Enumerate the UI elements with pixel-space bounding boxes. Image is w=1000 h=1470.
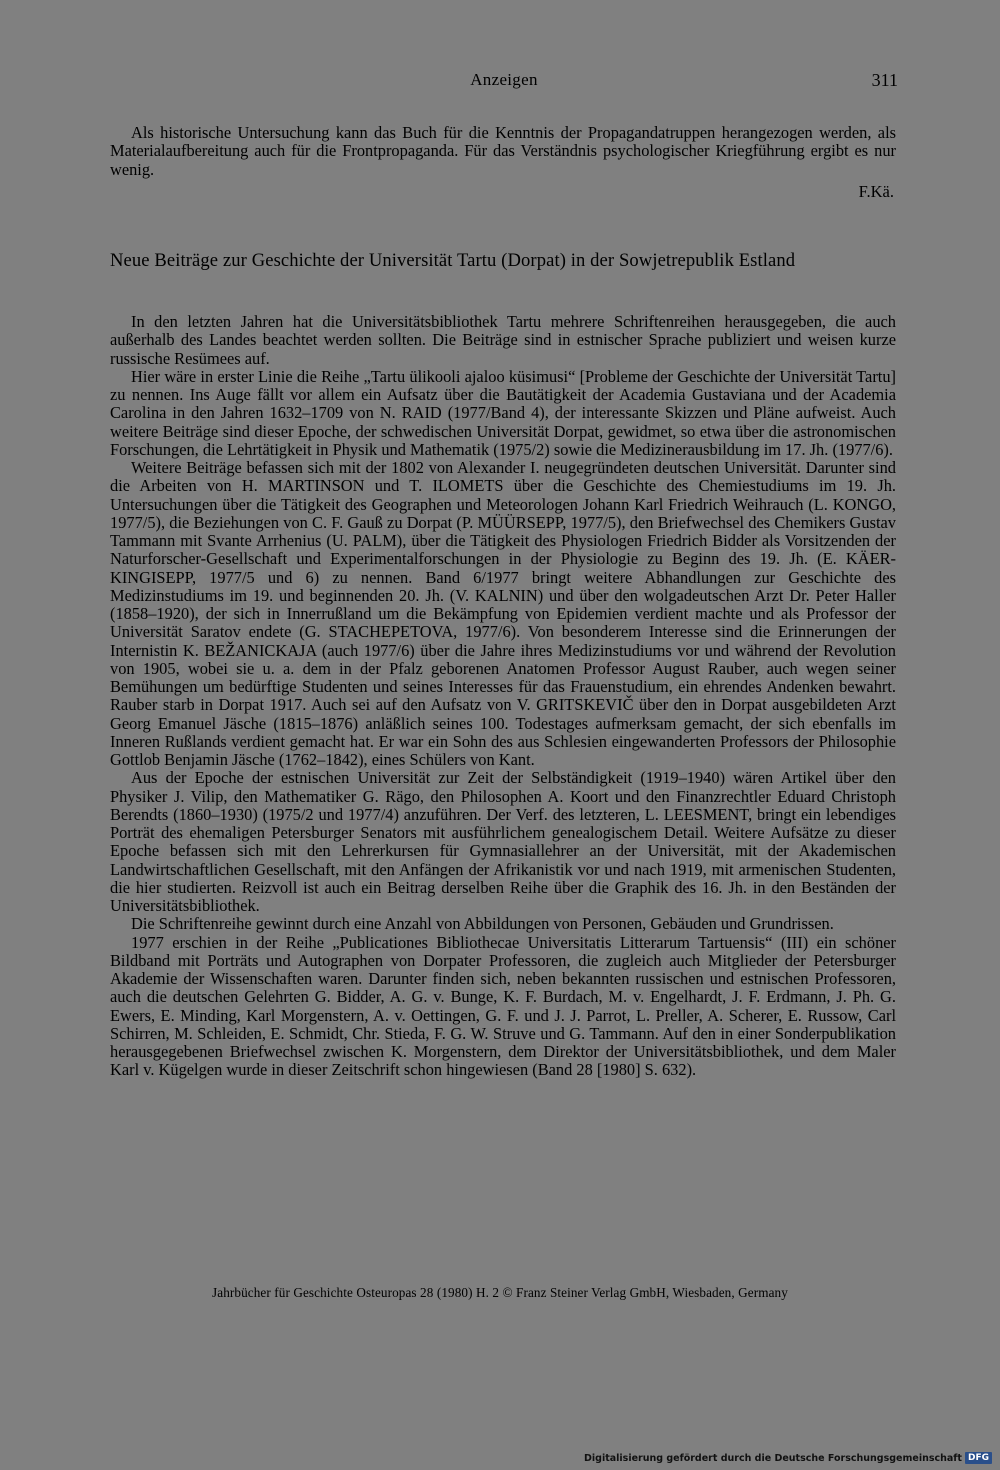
previous-review-text [110,124,896,179]
article-paragraph: Aus der Epoche der estnischen Universität zur Zeit der Selbständigkeit (1919–1940) wären Artikel über den Physiker J. Vilip, den Mathematiker G. Rägo, den Philosophen A. Koort und den Finanzrechtler Eduard Christoph Berendts (1860–1930) (1975/2 und 1977/4) anzuführen. Der Verf. des letzteren, L. LEESMENT, bringt ein lebendiges Porträt des ehemaligen Petersburger Senators mit ausführlichem genealogischem Detail. Weitere Aufsätze zu dieser Epoche befassen sich mit den Lehrerkursen für Gymnasiallehrer an der Universität, mit der Akademischen Landwirtschaftlichen Gesellschaft, mit den Anfängen der Afrikanistik vor und nach 1919, mit armenischen Studenten, die hier studierten. Reizvoll ist auch ein Beitrag derselben Reihe über die Graphik des 16. Jh. in den Beständen der Universitätsbibliothek. [110,768,896,915]
review-signature: F.Kä. [858,182,894,201]
page-number: 311 [871,70,898,90]
article-paragraph: In den letzten Jahren hat die Universitätsbibliothek Tartu mehrere Schriftenreihen herausgegeben, die auch außerhalb des Landes beachtet werden sollten. Die Beiträge sind in estnischer Sprache publiziert und weisen kurze russische Resümees auf. [110,312,896,368]
article-paragraph: Weitere Beiträge befassen sich mit der 1802 von Alexander I. neugegründeten deutschen Universität. Darunter sind die Arbeiten von H. MARTINSON und T. ILOMETS über die Geschichte des Chemiestudiums im 19. Jh. Untersuchungen über die Tätigkeit des Geographen und Meteorologen Johann Karl Friedrich Weihrauch (L. KONGO, 1977/5), die Beziehungen von C. F. Gauß zu Dorpat (P. MÜÜRSEPP, 1977/5), den Briefwechsel des Chemikers Gustav Tammann mit Svante Arrhenius (U. PALM), über die Tätigkeit des Physiologen Friedrich Bidder als Vorsitzenden der Naturforscher-Gesellschaft und Experimentalforschungen in der Physiologie zu Beginn des 19. Jh. (E. KÄER-KINGISEPP, 1977/5 und 6) zu nennen. Band 6/1977 bringt weitere Abhandlungen zur Geschichte des Medizinstudiums im 19. und beginnenden 20. Jh. (V. KALNIN) und über den wolgadeutschen Arzt Dr. Peter Haller (1858–1920), der sich in Innerrußland um die Bekämpfung von Epidemien verdient machte und als Professor der Universität Saratov endete (G. STACHEPETOVA, 1977/6). Von besonderem Interesse sind die Erinnerungen der Internistin K. BEŽANICKAJA (auch 1977/6) über die Jahre ihres Medizinstudiums vor und während der Revolution von 1905, wobei sie u. a. dem in der Pfalz geborenen Anatomen Professor August Rauber, auch wegen seiner Bemühungen um bedürftige Studenten und seines Interesses für das Frauenstudium, ein ehrendes Andenken bewahrt. Rauber starb in Dorpat 1917. Auch sei auf den Aufsatz von V. GRITSKEVIČ über den in Dorpat ausgebildeten Arzt Georg Emanuel Jäsche (1815–1876) anläßlich seines 100. Todestages aufmerksam gemacht, der sich ebenfalls im Inneren Rußlands verdient gemacht hat. Er war ein Sohn des aus Schlesien eingewanderten Professors der Philosophie Gottlob Benjamin Jäsche (1762–1842), eines Schülers von Kant. [110,458,896,769]
article-paragraph: Hier wäre in erster Linie die Reihe „Tartu ülikooli ajaloo küsimusi“ [Probleme der Geschichte der Universität Tartu] zu nennen. Ins Auge fällt vor allem ein Aufsatz über die Bautätigkeit der Academia Gustaviana und der Academia Carolina in den Jahren 1632–1709 von N. RAID (1977/Band 4), der interessante Skizzen und Pläne aufweist. Auch weitere Beiträge sind dieser Epoche, der schwedischen Universität Dorpat, gewidmet, so etwa über die astronomischen Forschungen, die Lehrtätigkeit in Physik und Mathematik (1975/2) sowie die Medizinerausbildung im 17. Jh. (1977/6). [110,366,896,459]
running-head: Anzeigen [470,70,538,89]
page-header [110,70,898,92]
dfg-logo: DFG [965,1452,992,1464]
article-body [110,313,896,1080]
digitization-credit [584,1452,992,1464]
article-paragraph: 1977 erschien in der Reihe „Publicationes Bibliothecae Universitatis Litterarum Tartuensis“ (III) ein schöner Bildband mit Porträts und Autographen von Dorpater Professoren, die zugleich auch Mitglieder der Petersburger Akademie der Wissenschaften waren. Darunter finden sich, neben bekannten russischen und estnischen Professoren, auch die deutschen Gelehrten G. Bidder, A. G. v. Bunge, K. F. Burdach, M. v. Engelhardt, J. F. Erdmann, J. Ph. G. Ewers, E. Minding, Karl Morgenstern, A. v. Oettingen, G. F. und J. J. Parrot, L. Preller, A. Scherer, E. Russow, Carl Schirren, M. Schleiden, E. Schmidt, Chr. Stieda, F. G. W. Struve und G. Tammann. Auf den in einer Sonderpublikation herausgegebenen Briefwechsel zwischen K. Morgenstern, dem Direktor der Universitätsbibliothek, und dem Maler Karl v. Kügelgen wurde in dieser Zeitschrift schon hingewiesen (Band 28 [1980] S. 632). [110,932,896,1080]
digitization-note: Digitalisierung gefördert durch die Deutsche Forschungsgemeinschaft [584,1452,962,1464]
article-title: Neue Beiträge zur Geschichte der Universität Tartu (Dorpat) in der Sowjetrepublik Estland [110,250,796,271]
previous-review-paragraph: Als historische Untersuchung kann das Buch für die Kenntnis der Propagandatruppen herangezogen werden, als Materialaufbereitung auch für die Frontpropaganda. Für das Verständnis psychologischer Kriegführung ergibt es nur wenig. [110,123,896,179]
journal-citation: Jahrbücher für Geschichte Osteuropas 28 (1980) H. 2 © Franz Steiner Verlag GmbH, Wiesbaden, Germany [212,1285,788,1300]
article-paragraph: Die Schriftenreihe gewinnt durch eine Anzahl von Abbildungen von Personen, Gebäuden und Grundrissen. [131,914,834,934]
